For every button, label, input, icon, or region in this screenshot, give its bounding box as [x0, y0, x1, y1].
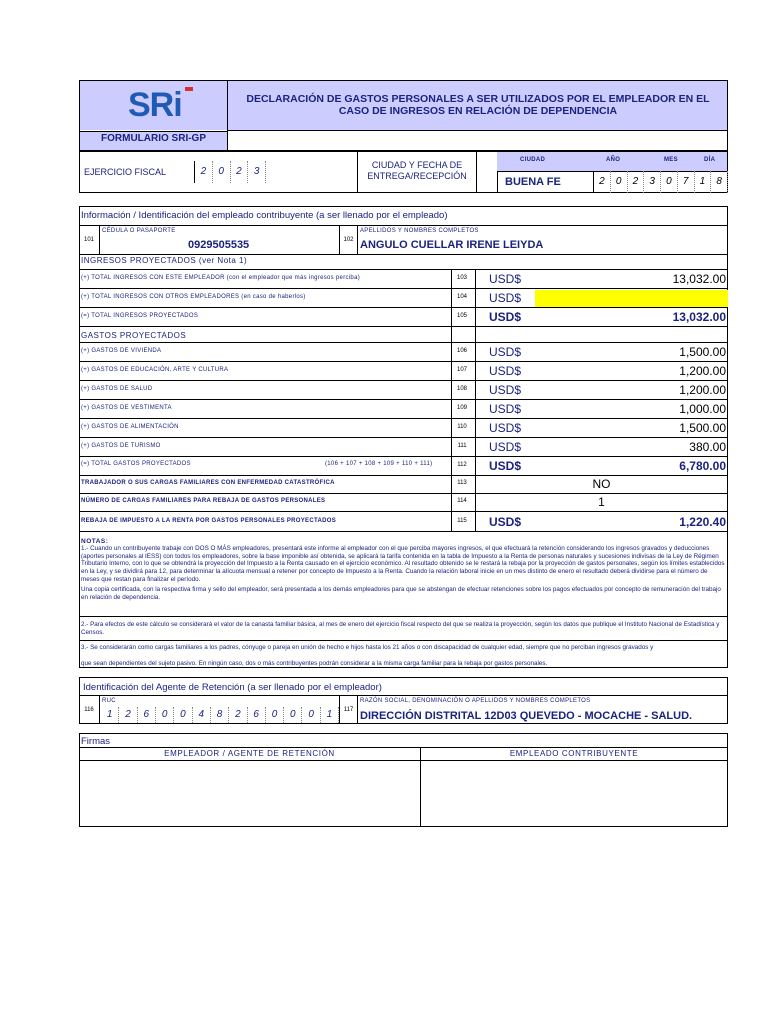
name-label: APELLIDOS Y NOMBRES COMPLETOS [360, 228, 479, 234]
digit-box: 6 [248, 707, 266, 723]
ruc-code-divider [99, 695, 100, 724]
date-digits [593, 171, 728, 193]
catastrophic-row [79, 475, 728, 493]
ruc-label: RUC [102, 698, 116, 704]
expense-row-currency: USD$ [489, 440, 522, 454]
digit-box: 2 [195, 161, 213, 183]
expense-row-label: (+) GASTOS DE VESTIMENTA [81, 405, 172, 411]
expense-row-label: (+) GASTOS DE VIVIENDA [81, 348, 162, 354]
expense-row-currency: USD$ [489, 383, 522, 397]
digit-box: 0 [266, 707, 284, 723]
day-header: DÍA [704, 157, 716, 163]
form-name: FORMULARIO SRI-GP [101, 133, 206, 144]
ruc-digits [101, 707, 339, 723]
id-label: CÉDULA O PASAPORTE [102, 228, 176, 234]
total-expenses-row [79, 456, 728, 475]
catastrophic-code: 113 [457, 480, 467, 486]
expenses-section-title: GASTOS PROYECTADOS [81, 331, 187, 340]
expense-row-label: (+) GASTOS DE SALUD [81, 386, 153, 392]
expense-row [79, 361, 728, 380]
notes-title: NOTAS: [81, 538, 109, 545]
emp-hline-1 [79, 225, 728, 226]
digit-box: 6 [138, 707, 156, 723]
agent-hline [79, 695, 728, 696]
logo-box [80, 81, 227, 130]
income-row [79, 269, 728, 288]
digit-box: 3 [644, 171, 661, 193]
catastrophic-label: TRABAJADOR O SUS CARGAS FAMILIARES CON ENFERMEDAD CATASTRÓFICA [81, 480, 335, 486]
expense-row [79, 342, 728, 361]
agent-section-title: Identificación del Agente de Retención (a ser llenado por el empleador) [83, 682, 382, 693]
note-3b: que sean dependientes del sujeto pasivo. En ningún caso, dos o más contribuyentes podrán considerar a la misma carga familiar para la rebaja por gastos personales. [81, 660, 548, 667]
note-1b: Una copia certificada, con la respectiva firma y sello del empleador, será presentada a los demás empleadores para que se abstengan de efectuar retenciones sobre los pagos efectuados por concepto de remuneración del trabajo en relación de dependencia. [81, 586, 721, 601]
expense-row-currency: USD$ [489, 402, 522, 416]
employer-signature-field[interactable] [80, 761, 419, 826]
note-1: 1.- Cuando un contribuyente trabaje con DOS O MÁS empleadores, presentará este informe al empleador con el que perciba mayores ingresos, el que efectuará la retención considerando los ingresos gravados y deducciones (aportes personales al IESS) con todos los empleadores, sobre la base imponible así obtenida, se aplicará la tarifa contenida en la tabla de Impuesto a la Renta de personas naturales y sucesiones indivisas de la Ley de Régimen Tributario Interno, con lo que se obtendrá la proyección del Impuesto a la Renta causado en el ejercicio económico. Al resultado obtenido se le restará la rebaja por la proyección de gastos personales, según los límites establecidos en la Ley, y se dividirá para 12, para determinar la alícuota mensual a retener por concepto de Impuesto a la Renta. Cuando la relación laboral inicie en un mes distinto de enero el resultado deberá dividirse para el número de meses que restan para finalizar el período. [81, 545, 725, 583]
fiscal-divider-2 [476, 151, 477, 193]
rebate-currency: USD$ [489, 515, 522, 529]
rebate-value: 1,220.40 [679, 515, 726, 529]
expense-row-code: 106 [456, 348, 467, 354]
expense-row-code: 110 [457, 424, 467, 430]
income-row-currency: USD$ [489, 310, 522, 324]
emp-hline-2 [79, 254, 728, 255]
dependents-label: NÚMERO DE CARGAS FAMILIARES PARA REBAJA DE GASTOS PERSONALES [81, 498, 326, 504]
dependents-row [79, 493, 728, 511]
expense-row-label: (+) GASTOS DE ALIMENTACIÓN [81, 424, 179, 430]
expense-row-code: 107 [456, 367, 467, 373]
fiscal-year-digits [194, 161, 266, 183]
name-code-divider-r [357, 225, 358, 254]
income-row [79, 288, 728, 307]
agent-name-label: RAZÓN SOCIAL, DENOMINACIÓN O APELLIDOS Y NOMBRES COMPLETOS [360, 698, 591, 704]
agent-name-divider-r [357, 695, 358, 724]
digit-box: 2 [628, 171, 645, 193]
logo-red-accent [185, 87, 193, 91]
note-3: 3.- Se considerarán como cargas familiares a los padres, cónyuge o pareja en unión de hecho e hijos hasta los 21 años o con discapacidad de cualquier edad, siempre que no perciban ingresos gravados y [81, 644, 654, 651]
digit-box: 1 [321, 707, 339, 723]
id-code-divider [99, 225, 100, 254]
rebate-label: REBAJA DE IMPUESTO A LA RENTA POR GASTOS PERSONALES PROYECTADOS [81, 518, 337, 524]
total-expenses-value: 6,780.00 [679, 459, 726, 473]
income-row-value: 13,032.00 [672, 272, 726, 286]
total-expenses-currency: USD$ [489, 459, 522, 473]
catastrophic-value: NO [592, 477, 611, 491]
employer-signature-label: EMPLEADOR / AGENTE DE RETENCIÓN [164, 749, 335, 758]
page-title: DECLARACIÓN DE GASTOS PERSONALES A SER UTILIZADOS POR EL EMPLEADOR EN EL CASO DE INGRESOS EN RELACIÓN DE DEPENDENCIA [246, 93, 710, 117]
expense-row [79, 437, 728, 456]
sri-logo: SRi [128, 86, 182, 124]
expense-row [79, 418, 728, 437]
rebate-code: 115 [457, 518, 467, 524]
employee-section-title: Información / Identificación del empleado contribuyente (a ser llenado por el empleado) [81, 210, 448, 221]
total-expenses-code: 112 [457, 462, 467, 468]
digit-box: 1 [101, 707, 119, 723]
digit-box: 0 [302, 707, 320, 723]
expense-row-value: 1,200.00 [679, 383, 726, 397]
expense-row-value: 380.00 [689, 440, 726, 454]
notes-divider-2 [79, 640, 728, 641]
digit-box: 0 [213, 161, 231, 183]
expense-row [79, 399, 728, 418]
digit-box: 2 [229, 707, 247, 723]
expense-row-currency: USD$ [489, 421, 522, 435]
income-row-code: 103 [456, 275, 467, 281]
name-code: 102 [343, 237, 354, 243]
digit-box: 0 [661, 171, 678, 193]
employee-signature-label: EMPLEADO CONTRIBUYENTE [509, 749, 639, 758]
code-col-right [475, 269, 476, 532]
expense-row-code: 108 [456, 386, 467, 392]
expense-row-label: (+) GASTOS DE TURISMO [81, 443, 161, 449]
employee-signature-field[interactable] [421, 761, 727, 826]
total-expenses-formula: (106 + 107 + 108 + 109 + 110 + 111) [325, 461, 433, 467]
year-header: AÑO [606, 157, 621, 163]
expense-row-value: 1,500.00 [679, 345, 726, 359]
header-hline [227, 130, 728, 131]
digit-box: 7 [678, 171, 695, 193]
expense-row-currency: USD$ [489, 364, 522, 378]
digit-box: 4 [193, 707, 211, 723]
digit-box: 1 [695, 171, 712, 193]
digit-box: 2 [119, 707, 137, 723]
id-code: 101 [83, 237, 94, 243]
dependents-code: 114 [457, 498, 467, 504]
expense-row-code: 109 [456, 405, 467, 411]
note-2: 2.- Para efectos de este cálculo se considerará el valor de la canasta familiar básica, al mes de enero del ejercicio fiscal respecto del que se realiza la proyección, según los datos que publique el Instituto Nacional de Estadística y Censos. [81, 621, 720, 636]
id-value: 0929505535 [188, 239, 250, 251]
income-row-code: 104 [456, 294, 467, 300]
digit-box: 0 [156, 707, 174, 723]
income-row-label: (+) TOTAL INGRESOS CON ESTE EMPLEADOR (con el empleador que más ingresos perciba) [81, 275, 361, 281]
total-expenses-label: (=) TOTAL GASTOS PROYECTADOS [81, 461, 191, 467]
agent-name-code: 117 [343, 707, 354, 713]
income-row-code: 105 [456, 313, 467, 319]
sig-hline-1 [79, 747, 728, 748]
month-header: MES [664, 157, 678, 163]
fiscal-divider [357, 151, 358, 193]
expense-row-value: 1,000.00 [679, 402, 726, 416]
expense-row-label: (+) GASTOS DE EDUCACIÓN, ARTE Y CULTURA [81, 367, 229, 373]
ruc-code: 116 [84, 707, 94, 713]
digit-box: 0 [611, 171, 628, 193]
digit-box: 0 [284, 707, 302, 723]
expense-row [79, 380, 728, 399]
name-value: ANGULO CUELLAR IRENE LEIYDA [360, 239, 544, 251]
income-section-title: INGRESOS PROYECTADOS (ver Nota 1) [81, 256, 248, 265]
income-row-currency: USD$ [489, 291, 522, 305]
income-row-value: 13,032.00 [672, 310, 726, 324]
digit-box: 8 [711, 171, 728, 193]
rebate-row [79, 511, 728, 532]
expense-row-code: 111 [457, 443, 467, 449]
code-col-left [451, 269, 452, 532]
income-row-label: (=) TOTAL INGRESOS PROYECTADOS [81, 313, 199, 319]
agent-name-value: DIRECCIÓN DISTRITAL 12D03 QUEVEDO - MOCACHE - SALUD. [360, 710, 693, 722]
expense-row-currency: USD$ [489, 345, 522, 359]
digit-box: 3 [248, 161, 266, 183]
city-date-label: CIUDAD Y FECHA DE ENTREGA/RECEPCIÓN [367, 160, 467, 181]
notes-divider-1 [79, 616, 728, 617]
fiscal-year-label: EJERCICIO FISCAL [84, 167, 167, 177]
income-row-label: (+) TOTAL INGRESOS CON OTROS EMPLEADORES (en caso de haberlos) [81, 294, 306, 300]
city-header: CIUDAD [520, 157, 546, 163]
digit-box: 0 [174, 707, 192, 723]
dependents-value: 1 [598, 495, 605, 509]
expense-row-value: 1,500.00 [679, 421, 726, 435]
city-value: BUENA FE [505, 176, 561, 188]
digit-box: 8 [211, 707, 229, 723]
income-row-currency: USD$ [489, 272, 522, 286]
digit-box: 2 [231, 161, 249, 183]
signatures-title: Firmas [81, 736, 111, 747]
digit-box: 2 [594, 171, 611, 193]
expense-row-value: 1,200.00 [679, 364, 726, 378]
income-row [79, 307, 728, 327]
income-highlight-field[interactable] [535, 290, 728, 307]
